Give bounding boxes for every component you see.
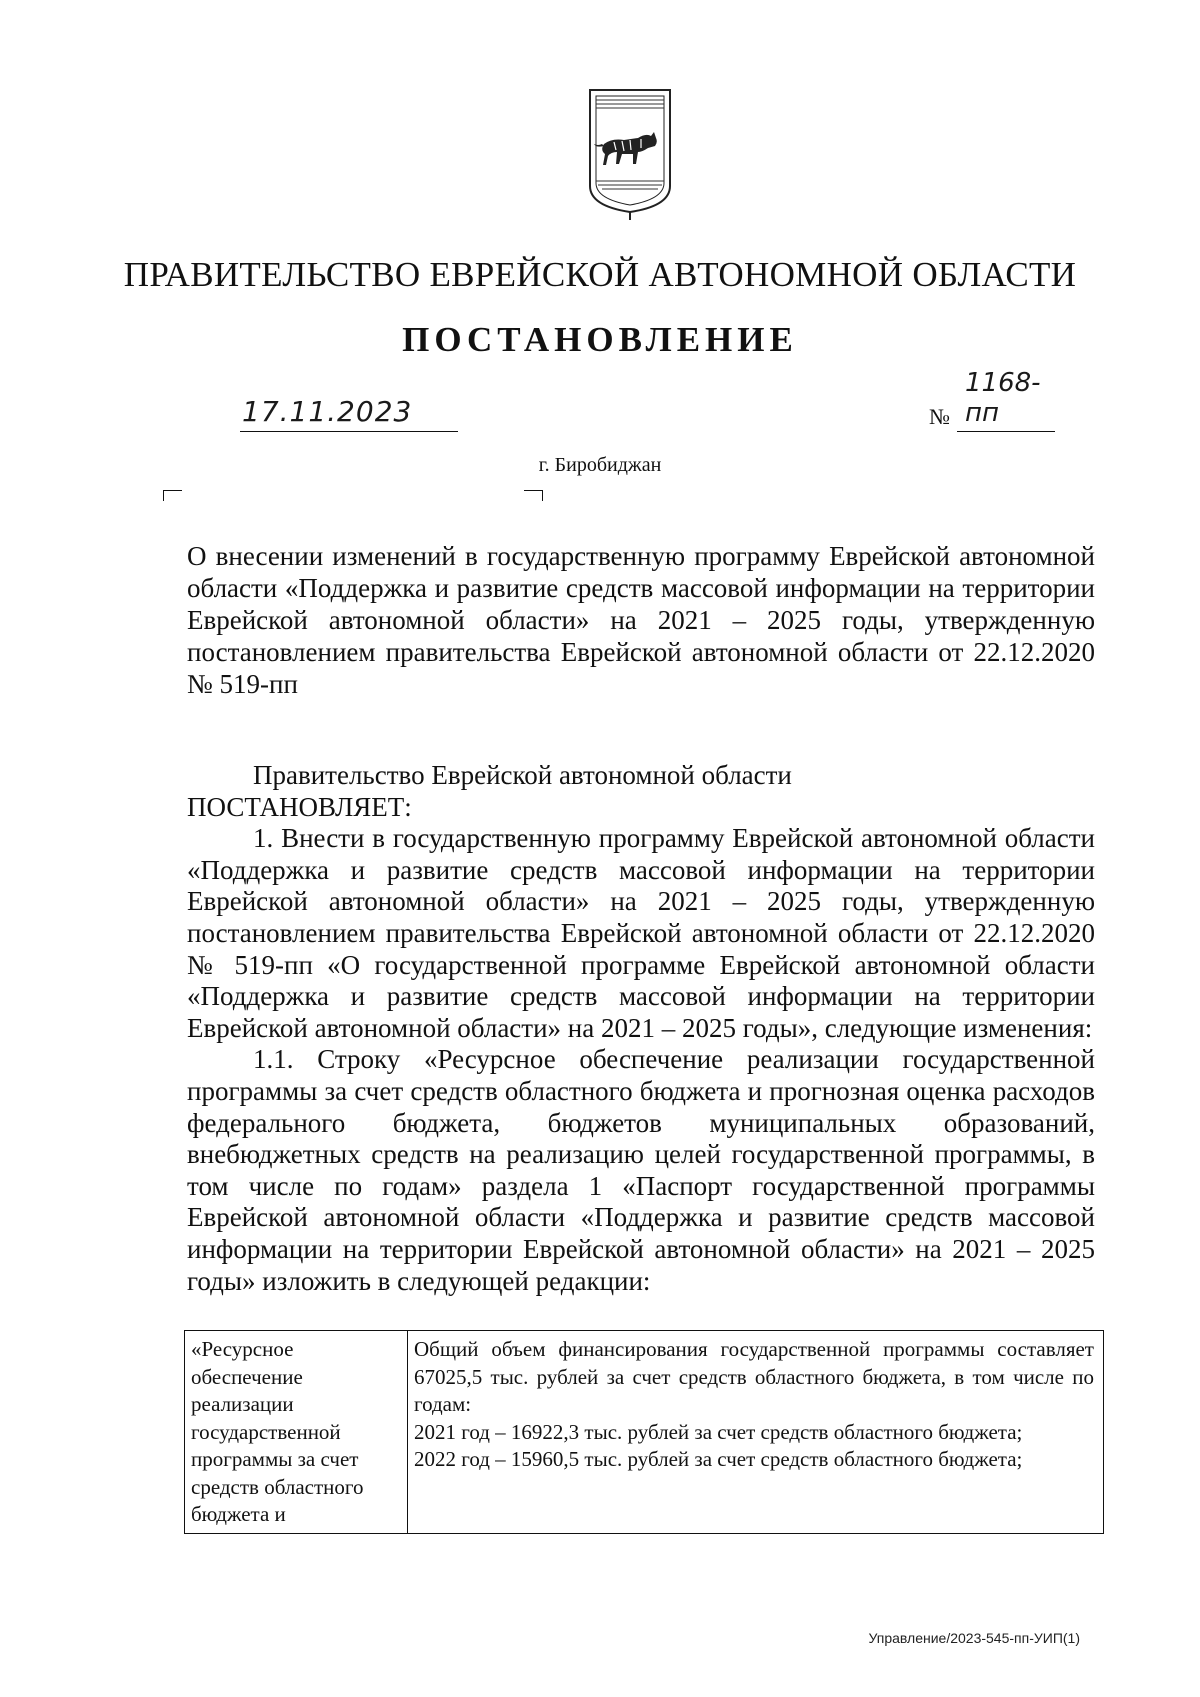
document-kind: ПОСТАНОВЛЕНИЕ <box>402 320 798 359</box>
number-field <box>957 368 1055 432</box>
corner-mark-right <box>524 490 543 501</box>
clause-1: 1. Внести в государственную программу Еврейской автономной области «Поддержка и развитие средств массовой информации на территории Еврейской автономной области» на 2021 – 2025 годы, утвержденную постановлением правительства Еврейской автономной области от 22.12.2020 № 519-пп «О государственной программе Еврейской автономной области «Поддержка и развитие средств массовой информации на территории Еврейской автономной области» на 2021 – 2025 годы», следующие изменения: <box>187 823 1095 1043</box>
label-line: государственной <box>191 1419 341 1444</box>
city-line: г. Биробиджан <box>538 454 662 476</box>
clause-1-1: 1.1. Строку «Ресурсное обеспечение реализации государственной программы за счет средств областного бюджета и прогнозная оценка расходов федерального бюджета, бюджетов муниципальных образований, внебюджетных средств на реализацию целей государственной программы, в том числе по годам» раздела 1 «Паспорт государственной программы Еврейской автономной области «Поддержка и развитие средств массовой информации на территории Еврейской автономной области» на 2021 – 2025 годы» изложить в следующей редакции: <box>187 1044 1095 1296</box>
label-line: реализации <box>191 1392 294 1416</box>
label-line: средств областного <box>191 1474 364 1499</box>
preamble-line-1: Правительство Еврейской автономной области <box>253 760 792 790</box>
footer-code: Управление/2023-545-пп-УИП(1) <box>868 1630 1080 1646</box>
label-line: бюджета и <box>191 1502 286 1526</box>
label-line: «Ресурсное <box>191 1337 294 1361</box>
government-title: ПРАВИТЕЛЬСТВО ЕВРЕЙСКОЙ АВТОНОМНОЙ ОБЛАСТИ <box>123 255 1077 294</box>
date-field <box>240 393 458 432</box>
document-body <box>187 760 1095 1297</box>
handwritten-number: 1168-пп <box>965 368 1041 428</box>
label-line: программы за счет <box>191 1447 359 1471</box>
table-cell-label <box>185 1331 408 1534</box>
number-label: № <box>929 404 950 429</box>
funding-year-2022: 2022 год – 15960,5 тыс. рублей за счет средств областного бюджета; <box>414 1447 1023 1471</box>
table-cell-content <box>408 1331 1104 1534</box>
resource-table <box>184 1330 1104 1534</box>
coat-of-arms-icon <box>586 86 674 222</box>
corner-mark-left <box>163 490 182 501</box>
table-row <box>185 1331 1104 1534</box>
preamble-line-2: ПОСТАНОВЛЯЕТ: <box>187 791 412 822</box>
handwritten-date: 17.11.2023 <box>242 395 413 428</box>
label-line: обеспечение <box>191 1364 303 1389</box>
funding-year-2021: 2021 год – 16922,3 тыс. рублей за счет средств областного бюджета; <box>414 1419 1023 1444</box>
document-subject: О внесении изменений в государственную программу Еврейской автономной области «Поддержка и развитие средств массовой информации на территории Еврейской автономной области» на 2021 – 2025 годы, утвержденную постановлением правительства Еврейской автономной области от 22.12.2020 № 519-пп <box>187 541 1095 699</box>
funding-total: Общий объем финансирования государственной программы составляет 67025,5 тыс. рублей за счет средств областного бюджета, в том числе по годам: <box>414 1337 1094 1416</box>
